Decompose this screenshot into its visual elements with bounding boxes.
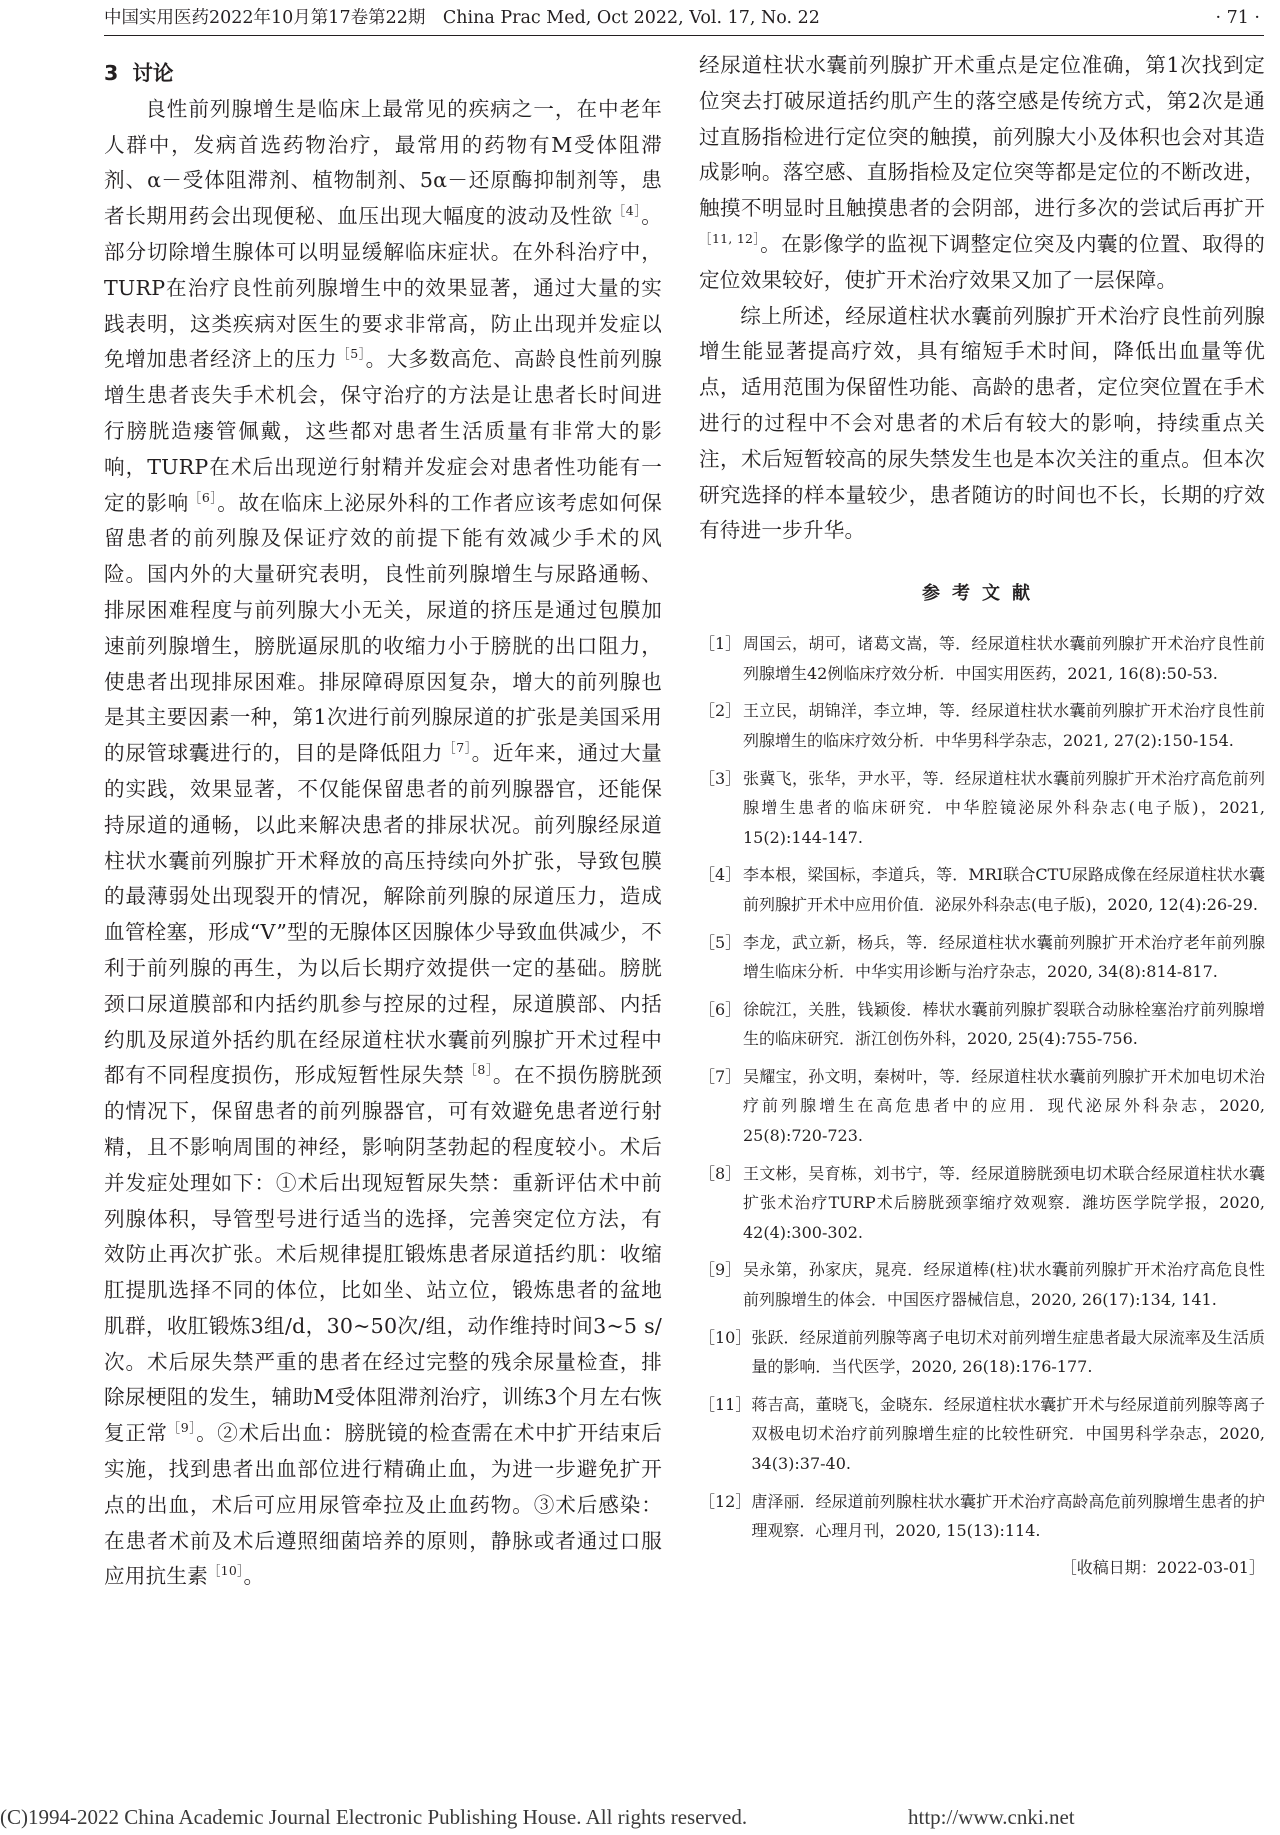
- conclusion-paragraph: 综上所述，经尿道柱状水囊前列腺扩开术治疗良性前列腺增生能显著提高疗效，具有缩短手术时间，降低出血量等优点，适用范围为保留性功能、高龄的患者，定位突位置在手术进行的过程中不会对患者的术后有较大的影响，持续重点关注，术后短暂较高的尿失禁发生也是本次关注的重点。但本次研究选择的样本量较少，患者随访的时间也不长，长期的疗效有待进一步升华。: [699, 303, 1265, 543]
- copyright-text: (C)1994-2022 China Academic Journal Electronic Publishing House. All rights reserved.: [0, 1805, 748, 1829]
- reference-item: [699, 1323, 1265, 1382]
- reference-list: [699, 629, 1265, 1546]
- discussion-continued: [699, 48, 1265, 549]
- reference-number: ［1］: [699, 634, 742, 654]
- discussion-body: [104, 92, 662, 1595]
- header-rule: [104, 35, 1264, 36]
- paragraph-text: 。近年来，通过大量的实践，效果显著，不仅能保留患者的前列腺器官，还能保持尿道的通畅，以此来解决患者的排尿状况。前列腺经尿道柱状水囊前列腺扩开术释放的高压持续向外扩张，导致包膜的最薄弱处出现裂开的情况，解除前列腺的尿道压力，造成血管栓塞，形成“V”型的无腺体区因腺体少导致血供减少，不利于前列腺的再生，为以后长期疗效提供一定的基础。膀胱颈口尿道膜部和内括约肌参与控尿的过程，尿道膜部、内括约肌及尿道外括约肌在经尿道柱状水囊前列腺扩开术过程中都有不同程度损伤，形成短暂性尿失禁: [104, 741, 662, 1088]
- citation-6: ［6］: [188, 489, 218, 505]
- reference-item: [699, 1487, 1265, 1546]
- citation-10: ［10］: [207, 1563, 244, 1579]
- reference-number: ［5］: [699, 932, 742, 952]
- reference-text: 徐皖江，关胜，钱颖俊．棒状水囊前列腺扩裂联合动脉栓塞治疗前列腺增生的临床研究．浙江创伤外科，2020, 25(4):755-756.: [743, 999, 1265, 1049]
- reference-item: [699, 764, 1265, 853]
- reference-number: ［10］: [699, 1327, 752, 1347]
- reference-item: [699, 696, 1265, 755]
- citation-7: ［7］: [443, 740, 472, 756]
- reference-text: 吴耀宝，孙文明，秦树叶，等．经尿道柱状水囊前列腺扩开术加电切术治疗前列腺增生在高危患者中的应用．现代泌尿外科杂志，2020, 25(8):720-723.: [743, 1066, 1265, 1146]
- reference-text: 李本根，梁国标，李道兵，等．MRI联合CTU尿路成像在经尿道柱状水囊前列腺扩开术中应用价值．泌尿外科杂志(电子版)，2020, 12(4):26-29.: [743, 865, 1265, 914]
- reference-number: ［9］: [699, 1260, 742, 1280]
- reference-item: [699, 1390, 1265, 1479]
- paragraph-text: 。大多数高危、高龄良性前列腺增生患者丧失手术机会，保守治疗的方法是让患者长时间进行膀胱造瘘管佩戴，这些都对患者生活质量有非常大的影响，TURP在术后出现逆行射精并发症会对患者性功能有一定的影响: [104, 347, 662, 515]
- reference-text: 唐泽丽．经尿道前列腺柱状水囊扩开术治疗高龄高危前列腺增生患者的护理观察．心理月刊，2020, 15(13):114.: [751, 1491, 1265, 1541]
- reference-text: 蒋吉高，董晓飞，金晓东．经尿道柱状水囊扩开术与经尿道前列腺等离子双极电切术治疗前列腺增生症的比较性研究．中国男科学杂志，2020, 34(3):37-40.: [751, 1394, 1265, 1473]
- reference-item: [699, 1159, 1265, 1248]
- reference-text: 王立民，胡锦洋，李立坤，等．经尿道柱状水囊前列腺扩开术治疗良性前列腺增生的临床疗效分析．中华男科学杂志，2021, 27(2):150-154.: [743, 701, 1265, 750]
- journal-citation: 中国实用医药2022年10月第17卷第22期 China Prac Med, Oct 2022, Vol. 17, No. 22: [104, 8, 820, 28]
- citation-5: ［5］: [337, 346, 366, 362]
- footer-url: http://www.cnki.net: [908, 1805, 1075, 1829]
- discussion-paragraph-1: [104, 92, 662, 1595]
- reference-number: ［3］: [699, 768, 742, 788]
- reference-number: ［8］: [699, 1163, 742, 1183]
- reference-item: [699, 928, 1265, 987]
- paragraph-text: 经尿道柱状水囊前列腺扩开术重点是定位准确，第1次找到定位突去打破尿道括约肌产生的落空感是传统方式，第2次是通过直肠指检进行定位突的触摸，前列腺大小及体积也会对其造成影响。落空感、直肠指检及定位突等都是定位的不断改进，触摸不明显时且触摸患者的会阴部，进行多次的尝试后再扩开: [699, 53, 1265, 221]
- right-column: [699, 48, 1265, 1582]
- reference-number: ［6］: [699, 999, 742, 1019]
- paragraph-text: 。: [243, 1564, 265, 1589]
- reference-text: 周国云，胡可，诸葛文嵩，等．经尿道柱状水囊前列腺扩开术治疗良性前列腺增生42例临床疗效分析．中国实用医药，2021, 16(8):50-53.: [743, 634, 1265, 683]
- reference-number: ［12］: [699, 1491, 752, 1511]
- reference-item: [699, 995, 1265, 1054]
- paragraph-text: 。②术后出血：膀胱镜的检查需在术中扩开结束后实施，找到患者出血部位进行精确止血，为进一步避免扩开点的出血，术后可应用尿管牵拉及止血药物。③术后感染：在患者术前及术后遵照细菌培养的原则，静脉或者通过口服应用抗生素: [104, 1421, 662, 1589]
- references-heading: 参考文献: [922, 583, 1042, 605]
- reference-item: [699, 1062, 1265, 1151]
- paragraph-text: 。在影像学的监视下调整定位突及内囊的位置、取得的定位效果较好，使扩开术治疗效果又加了一层保障。: [699, 231, 1265, 292]
- copyright-footer: [0, 1800, 1280, 1834]
- paragraph-text: 良性前列腺增生是临床上最常见的疾病之一，在中老年人群中，发病首选药物治疗，最常用的药物有M受体阻滞剂、α－受体阻滞剂、植物制剂、5α－还原酶抑制剂等，患者长期用药会出现便秘、血压出现大幅度的波动及性欲: [104, 96, 662, 229]
- reference-number: ［11］: [699, 1394, 752, 1414]
- reference-text: 张跃．经尿道前列腺等离子电切术对前列增生症患者最大尿流率及生活质量的影响．当代医学，2020, 26(18):176-177.: [751, 1327, 1265, 1377]
- reference-number: ［4］: [699, 865, 742, 885]
- reference-item: [699, 860, 1265, 919]
- citation-8: ［8］: [464, 1062, 493, 1078]
- left-column: [104, 48, 662, 1595]
- reference-number: ［7］: [699, 1066, 742, 1086]
- running-header: [104, 4, 1264, 32]
- citation-4: ［4］: [612, 203, 642, 219]
- paragraph-text: 。在不损伤膀胱颈的情况下，保留患者的前列腺器官，可有效避免患者逆行射精，且不影响周围的神经，影响阴茎勃起的程度较小。术后并发症处理如下：①术后出现短暂尿失禁：重新评估术中前列腺体积，导管型号进行适当的选择，完善突定位方法，有效防止再次扩张。术后规律提肛锻炼患者尿道括约肌：收缩肛提肌选择不同的体位，比如坐、站立位，锻炼患者的盆地肌群，收肛锻炼3组/d，30~50次/组，动作维持时间3~5 s/次。术后尿失禁严重的患者在经过完整的残余尿量检查，排除尿梗阻的发生，辅助M受体阻滞剂治疗，训练3个月左右恢复正常: [104, 1063, 662, 1446]
- reference-text: 王文彬，吴育栋，刘书宁，等．经尿道膀胱颈电切术联合经尿道柱状水囊扩张术治疗TURP术后膀胱颈挛缩疗效观察．潍坊医学院学报，2020, 42(4):300-302.: [743, 1163, 1265, 1242]
- paragraph-text: 。部分切除增生腺体可以明显缓解临床症状。在外科治疗中，TURP在治疗良性前列腺增生中的效果显著，通过大量的实践表明，这类疾病对医生的要求非常高，防止出现并发症以免增加患者经济上的压力: [104, 204, 662, 372]
- discussion-paragraph-continued: [699, 48, 1265, 299]
- reference-text: 李龙，武立新，杨兵，等．经尿道柱状水囊前列腺扩开术治疗老年前列腺增生临床分析．中华实用诊断与治疗杂志，2020, 34(8):814-817.: [743, 932, 1265, 982]
- reference-number: ［2］: [699, 701, 742, 721]
- paragraph-text: 。故在临床上泌尿外科的工作者应该考虑如何保留患者的前列腺及保证疗效的前提下能有效减少手术的风险。国内外的大量研究表明，良性前列腺增生与尿路通畅、排尿困难程度与前列腺大小无关，尿道的挤压是通过包膜加速前列腺增生，膀胱逼尿肌的收缩力小于膀胱的出口阻力，使患者出现排尿困难。排尿障碍原因复杂，增大的前列腺也是其主要因素一种，第1次进行前列腺尿道的扩张是美国采用的尿管球囊进行的，目的是降低阻力: [104, 490, 662, 766]
- received-date: ［收稿日期：2022-03-01］: [1060, 1557, 1265, 1577]
- reference-item: [699, 1255, 1265, 1314]
- section-heading: [104, 56, 662, 92]
- page-number: · 71 ·: [1215, 8, 1260, 28]
- citation-11-12: ［11, 12］: [699, 231, 761, 247]
- section-number: 3: [104, 61, 119, 85]
- section-title: 讨论: [132, 61, 174, 85]
- citation-9: ［9］: [167, 1420, 197, 1436]
- reference-text: 吴永第，孙家庆，晁亮．经尿道棒(柱)状水囊前列腺扩开术治疗高危良性前列腺增生的体会．中国医疗器械信息，2020, 26(17):134, 141.: [743, 1260, 1265, 1310]
- reference-text: 张冀飞，张华，尹水平，等．经尿道柱状水囊前列腺扩开术治疗高危前列腺增生患者的临床研究．中华腔镜泌尿外科杂志(电子版)，2021, 15(2):144-147.: [743, 768, 1265, 847]
- reference-item: [699, 629, 1265, 688]
